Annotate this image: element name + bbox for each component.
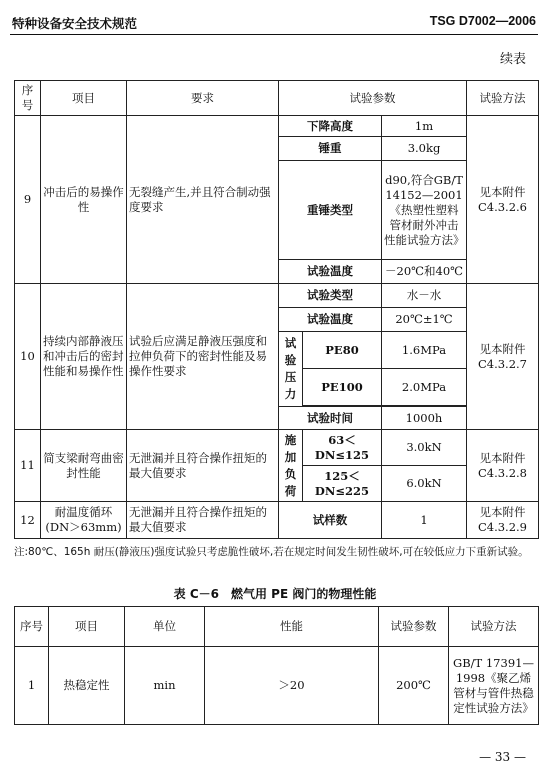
table-note: 注:80℃、165h 耐压(静液压)强度试验只考虑脆性破坏,若在规定时间发生韧性破坏,可在较低应力下重新试验。 — [14, 546, 529, 558]
row-requirement: 无泄漏并且符合操作扭矩的最大值要求 — [127, 430, 279, 502]
row-method: 见本附件C4.3.2.7 — [467, 284, 539, 430]
param-name: 试验温度 — [279, 308, 382, 332]
col-header-unit: 单位 — [125, 607, 205, 647]
row-item: 热稳定性 — [49, 647, 125, 725]
col-header-number: 序号 — [15, 607, 49, 647]
col-header-requirement: 要求 — [127, 81, 279, 116]
col-header-item: 项目 — [49, 607, 125, 647]
param-value: 1m — [382, 116, 467, 137]
row-number: 11 — [15, 430, 41, 502]
param-name: 重锤类型 — [279, 161, 382, 260]
load-label: 施加负荷 — [279, 430, 303, 502]
param-value: 3.0kg — [382, 137, 467, 161]
param-value: 3.0kN — [382, 430, 467, 466]
pressure-label: 试验压力 — [279, 332, 303, 407]
param-name: 试样数 — [279, 502, 382, 539]
row-item: 耐温度循环(DN＞63mm) — [41, 502, 127, 539]
param-name: 锤重 — [279, 137, 382, 161]
header-standard-code: TSG D7002—2006 — [429, 14, 536, 28]
row-requirement: 无泄漏并且符合操作扭矩的最大值要求 — [127, 502, 279, 539]
col-header-item: 项目 — [41, 81, 127, 116]
page-number: — 33 — — [479, 750, 526, 764]
table-row — [15, 502, 539, 539]
row-number: 12 — [15, 502, 41, 539]
row-number: 10 — [15, 284, 41, 430]
row-number: 1 — [15, 647, 49, 725]
test-requirements-table — [14, 80, 539, 539]
row-unit: min — [125, 647, 205, 725]
row-param: 200℃ — [379, 647, 449, 725]
table-caption: 表 C－6 燃气用 PE 阀门的物理性能 — [173, 587, 377, 601]
param-value: 1.6MPa — [382, 332, 467, 369]
param-value: d90,符合GB/T 14152—2001《热塑性塑料管材耐外冲击性能试验方法》 — [382, 161, 467, 260]
param-name: 63＜DN≤125 — [303, 430, 382, 466]
param-value: 水－水 — [382, 284, 467, 308]
row-requirement: 无裂缝产生,并且符合制动强度要求 — [127, 116, 279, 284]
row-requirement: 试验后应满足静液压强度和拉伸负荷下的密封性能及易操作性要求 — [127, 284, 279, 430]
row-number: 9 — [15, 116, 41, 284]
row-method: 见本附件C4.3.2.8 — [467, 430, 539, 502]
param-value: 20℃±1℃ — [382, 308, 467, 332]
col-header-method: 试验方法 — [467, 81, 539, 116]
param-value: 1 — [382, 502, 467, 539]
row-method: 见本附件C4.3.2.6 — [467, 116, 539, 284]
param-name: 试验温度 — [279, 260, 382, 284]
row-item: 持续内部静液压和冲击后的密封性能和易操作性 — [41, 284, 127, 430]
row-performance: ＞20 — [205, 647, 379, 725]
col-header-params: 试验参数 — [279, 81, 467, 116]
param-name: PE100 — [303, 369, 382, 406]
table-header-row — [15, 607, 539, 647]
col-header-params: 试验参数 — [379, 607, 449, 647]
row-item: 简支梁耐弯曲密封性能 — [41, 430, 127, 502]
col-header-number: 序号 — [15, 81, 41, 116]
continued-label: 续表 — [499, 52, 526, 67]
table-row — [15, 116, 539, 137]
table-row — [15, 430, 539, 466]
param-name: PE80 — [303, 332, 382, 369]
col-header-method: 试验方法 — [449, 607, 539, 647]
param-value: 6.0kN — [382, 466, 467, 502]
col-header-performance: 性能 — [205, 607, 379, 647]
table-row — [15, 647, 539, 725]
param-name: 下降高度 — [279, 116, 382, 137]
page-header — [10, 12, 538, 35]
table-header-row — [15, 81, 539, 116]
param-value: 2.0MPa — [382, 369, 467, 406]
row-method: 见本附件C4.3.2.9 — [467, 502, 539, 539]
param-value: 1000h — [382, 407, 467, 430]
row-item: 冲击后的易操作性 — [41, 116, 127, 284]
param-name: 试验类型 — [279, 284, 382, 308]
header-title: 特种设备安全技术规范 — [12, 16, 138, 31]
param-name: 试验时间 — [279, 407, 382, 430]
table-row — [15, 284, 539, 308]
row-method: GB/T 17391—1998《聚乙烯管材与管件热稳定性试验方法》 — [449, 647, 539, 725]
param-name: 125＜DN≤225 — [303, 466, 382, 502]
param-value: －20℃和40℃ — [382, 260, 467, 284]
valve-properties-table — [14, 606, 539, 725]
